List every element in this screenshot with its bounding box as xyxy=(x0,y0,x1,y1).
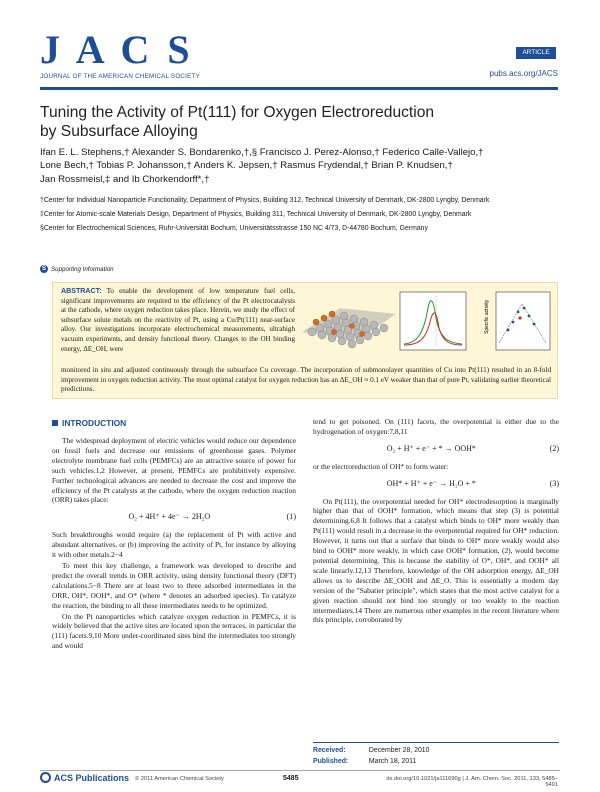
activity-volcano-plot xyxy=(484,292,550,350)
intro-paragraph: On the Pt nanoparticles which catalyze oxygen reduction in PEMFCs, it is widely believed that the active sites are located upon the terraces, in particular the (111) facets.9,10 More under-coordinated sites bind the intermediates too strongly and would xyxy=(52,611,296,651)
journal-logo: J A C S xyxy=(40,27,194,72)
received-date: December 28, 2010 xyxy=(368,747,430,754)
abstract-label: ABSTRACT: xyxy=(61,287,102,295)
intro-paragraph: Such breakthroughs would require (a) the replacement of Pt with active and abundant alternatives, or (b) improving the activity of Pt, for instance by alloying it with other metals.2−4 xyxy=(52,530,296,560)
copyright-notice: © 2011 American Chemical Society xyxy=(135,776,224,782)
affiliations xyxy=(40,196,560,238)
body-paragraph: tend to get poisoned. On (111) facets, the overpotential is either due to the hydrogenation of oxygen:7,8,11 xyxy=(313,417,559,436)
published-date-row xyxy=(313,756,559,767)
equation-number: (1) xyxy=(286,512,296,522)
supporting-info-label: Supporting Information xyxy=(51,265,114,273)
atomic-slab-illustration xyxy=(302,308,396,348)
affiliation: †Center for Individual Nanoparticle Functionality, Department of Physics, Building 312, Technical University of Denmark, DK-2800 Lyngby, Denmark xyxy=(40,197,490,204)
intro-paragraph: To meet this key challenge, a framework was developed to describe and predict the overall trends in ORR activity, using density functional theory (DFT) calculations.5−8 There are at least two to three adsorbed intermediates in the ORR, OH*, OOH*, and O* (where * denotes an adsorbed species). To catalyze the reaction, the binding to all these intermediates needs to be optimized. xyxy=(52,560,296,610)
abstract-body-1: To enable the development of low temperature fuel cells, significant improvements are required to the efficiency of the Pt electrocatalysts at the cathode, where oxygen reduction takes place. Herein, we study the effect of subsurface solute metals on the reactivity of Pt, using a Cu/Pt(111) near-surface alloy. Our investigations incorporate electrochemical measurements, ultrahigh vacuum experiments, and density functional theory. Changes to the OH binding energy, ΔE_OH, were xyxy=(61,287,295,353)
abstract-body-2: monitored in situ and adjusted continuously through the subsurface Cu coverage. The incorporation of submonolayer quantities of Cu into Pt(111) resulted in an 8-fold improvement in oxygen reduction activity. The most optimal catalyst for oxygen reduction has an ΔE_OH ≈ 0.1 eV weaker than that of pure Pt, validating earlier theoretical predictions. xyxy=(61,366,551,394)
publication-dates xyxy=(313,742,559,767)
body-paragraph: or the electroreduction of OH* to form water: xyxy=(313,461,449,471)
equation-1 xyxy=(52,512,296,522)
body-paragraph: On Pt(111), the overpotential needed for OH* electrodesorption is marginally higher than that of OOH* formation, which means that step (3) is potential determining.6,8 It follows that a catalyst which binds to OH* more weakly than Pt(111) would result in a decrease in the overpotential required for OH* reduction. However, it turns out that a surface that binds to OH* more weakly would also bind to OOH* more weakly, in which case OOH* formation, (2), would become potential determining. This is because the stability of O*, OH*, and OOH* all scale linearly.12,13 Therefore, knowledge of the OH adsorption energy, ΔE_OH allows us to describe ΔE_OOH and ΔE_O. This is essentially a modern day version of the "Sabatier principle", which states that the most active catalyst for a given reaction should not bind too strongly or too weakly to the reaction intermediates.14 There are numerous other examples in the recent literature where this principle, corroborated by xyxy=(313,496,559,625)
header-rule xyxy=(40,87,558,90)
acs-logo-icon xyxy=(40,772,51,783)
equation-expression: O₂ + H⁺ + e⁻ + * → OOH* xyxy=(386,443,476,453)
equation-number: (2) xyxy=(549,443,559,453)
supporting-information-link[interactable] xyxy=(40,265,114,273)
received-date-row xyxy=(313,745,559,756)
equation-2 xyxy=(313,444,559,454)
journal-name: JOURNAL OF THE AMERICAN CHEMICAL SOCIETY xyxy=(40,73,200,80)
page-number: 5485 xyxy=(283,775,299,782)
author-line[interactable]: Lone Bech,† Tobias P. Johansson,† Anders K. Jepsen,† Rasmus Frydendal,† Brian P. Knudsen,† xyxy=(40,160,453,172)
intro-heading xyxy=(52,418,126,428)
intro-paragraph: The widespread deployment of electric vehicles would reduce our dependence on fossil fuels and decrease our emissions of greenhouse gases. Polymer electrolyte membrane fuel cells (PEMFCs) are an attractive source of power for such vehicles.1,2 However, at present, PEMFCs are prohibitively expensive. Further technological advances are needed to decrease the cost and improve the efficiency of the Pt catalysts at the cathode, where the oxygen reduction reaction (ORR) takes place: xyxy=(52,436,296,505)
voltammogram-plot xyxy=(400,292,466,350)
equation-expression: OH* + H⁺ + e⁻ → H₂O + * xyxy=(386,478,476,488)
article-type-badge: ARTICLE xyxy=(516,47,556,59)
published-date: March 18, 2011 xyxy=(368,758,417,765)
publisher-name: ACS Publications xyxy=(54,772,130,783)
equation-expression: O₂ + 4H⁺ + 4e⁻ → 2H₂O xyxy=(128,512,211,522)
affiliation: §Center for Electrochemical Sciences, Ruhr-Universität Bochum, Universitätsstrasse 150 NC 4/73, D-44780 Bochum, Germany xyxy=(40,225,428,232)
section-square-icon xyxy=(52,420,58,426)
abstract-text-narrow xyxy=(61,287,295,354)
affiliation: ‡Center for Atomic-scale Materials Design, Department of Physics, Building 311, Technical University of Denmark, DK-2800 Lyngby, Denmark xyxy=(40,211,472,218)
received-label: Received: xyxy=(313,747,346,754)
equation-number: (3) xyxy=(549,478,559,488)
author-line[interactable]: Ifan E. L. Stephens,† Alexander S. Bondarenko,†,§ Francisco J. Perez-Alonso,† Federico Calle-Vallejo,† xyxy=(40,147,484,158)
equation-3 xyxy=(313,479,559,489)
title-line-2: by Subsurface Alloying xyxy=(40,123,198,140)
supporting-info-icon: S xyxy=(41,266,46,272)
article-title xyxy=(40,103,560,141)
acs-publications-logo[interactable] xyxy=(40,772,129,783)
author-list xyxy=(40,146,560,186)
toc-graphic xyxy=(300,288,554,358)
published-label: Published: xyxy=(313,758,349,765)
toc-axis-label: Specific activity xyxy=(484,299,490,334)
title-line-1: Tuning the Activity of Pt(111) for Oxygen Electroreduction xyxy=(40,104,435,121)
journal-url-link[interactable]: pubs.acs.org/JACS xyxy=(489,69,558,78)
left-column xyxy=(52,436,296,652)
doi-link[interactable]: dx.doi.org/10.1021/ja111690g | J. Am. Chem. Soc. 2011, 133, 5485–5491 xyxy=(386,776,558,788)
author-line[interactable]: Jan Rossmeisl,‡ and Ib Chorkendorff*,† xyxy=(40,173,210,185)
right-column xyxy=(313,417,559,626)
intro-heading-label: INTRODUCTION xyxy=(62,418,127,428)
